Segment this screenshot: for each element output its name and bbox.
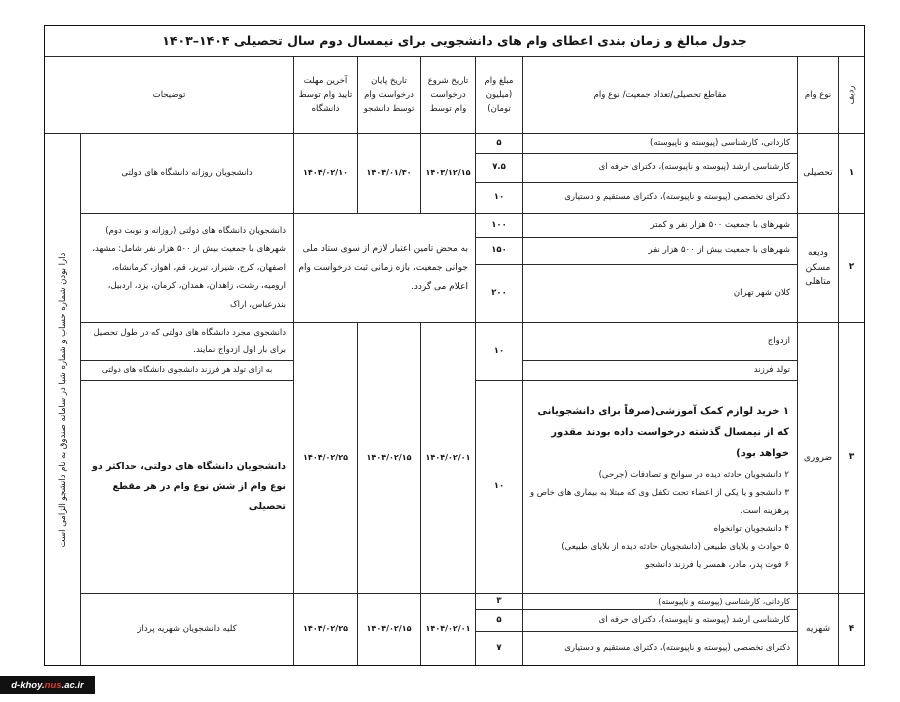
notes-cell: دانشجوی مجرد دانشگاه های دولتی که در طول تحصیل برای بار اول ازدواج نمایند. bbox=[80, 322, 294, 361]
level-cell: شهرهای با جمعیت ۵۰۰ هزار نفر و کمتر bbox=[522, 213, 798, 238]
header-notes: توضیحات bbox=[44, 56, 294, 134]
level-cell: کلان شهر تهران bbox=[522, 264, 798, 323]
amount-cell: ۱۰ bbox=[475, 380, 523, 594]
amount-cell: ۳ bbox=[475, 593, 523, 610]
row-number-cell: ۲ bbox=[838, 213, 865, 323]
list-item-text: دانشجویان حادثه دیده در سوانح و تصادفات (جرحی) bbox=[598, 469, 782, 480]
level-cell: کاردانی، کارشناسی (پیوسته و ناپیوسته) bbox=[522, 593, 798, 610]
notes-cell: دانشجویان دانشگاه های دولتی (روزانه و نوبت دوم) شهرهای با جمعیت بیش از ۵۰۰ هزار نفر شامل: مشهد، اصفهان، کرج، شیراز، تبریز، قم، اهواز، کرمانشاه، ارومیه، رشت، زاهدان، همدان، کرمان، یزد، اردبیل، بندرعباس، اراک bbox=[80, 213, 294, 323]
list-item-number: ۲ bbox=[784, 469, 789, 480]
level-cell: دکترای تخصصی (پیوسته و ناپیوسته)، دکترای مستقیم و دستیاری bbox=[522, 631, 798, 666]
list-item-number: ۴ bbox=[784, 523, 789, 534]
amount-cell: ۱۰ bbox=[475, 322, 523, 381]
list-item-text: فوت پدر، مادر، همسر یا فرزند دانشجو bbox=[645, 559, 782, 570]
level-cell: کاردانی، کارشناسی (پیوسته و ناپیوسته) bbox=[522, 133, 798, 154]
loan-type-cell: ودیعه مسکن متاهلی bbox=[797, 213, 839, 323]
list-item-number: ۳ bbox=[784, 487, 789, 498]
notes-cell: به ازای تولد هر فرزند دانشجوی دانشگاه های دولتی bbox=[80, 360, 294, 381]
loan-type-cell: شهریه bbox=[797, 593, 839, 666]
list-item bbox=[529, 466, 789, 484]
notes-cell: دانشجویان دانشگاه های دولتی، حداکثر دو نوع وام از شش نوع وام در هر مقطع تحصیلی bbox=[80, 380, 294, 594]
notes-cell: دانشجویان روزانه دانشگاه های دولتی bbox=[80, 133, 294, 214]
essential-loan-list bbox=[522, 380, 798, 594]
list-item-text: خرید لوازم کمک آموزشی(صرفاً برای دانشجویانی که از نیمسال گذشته درخواست داده بودند مقدور خواهد بود) bbox=[537, 405, 789, 459]
amount-cell: ۵ bbox=[475, 609, 523, 632]
amount-cell: ۱۰ bbox=[475, 182, 523, 214]
amount-cell: ۱۰۰ bbox=[475, 213, 523, 238]
list-item bbox=[529, 401, 789, 464]
row-number-cell: ۳ bbox=[838, 322, 865, 594]
end-date-cell: ۱۴۰۴/۰۱/۳۰ bbox=[357, 133, 421, 214]
amount-cell: ۵ bbox=[475, 133, 523, 154]
row-number-cell: ۴ bbox=[838, 593, 865, 666]
level-cell: کارشناسی ارشد (پیوسته و ناپیوسته)، دکترای حرفه ای bbox=[522, 609, 798, 632]
header-start-date: تاریخ شروع درخواست وام توسط bbox=[420, 56, 476, 134]
header-loan-type: نوع وام bbox=[797, 56, 839, 134]
list-item bbox=[529, 538, 789, 556]
footer-badge bbox=[0, 676, 95, 694]
list-item-number: ۶ bbox=[784, 559, 789, 570]
end-date-cell: ۱۴۰۴/۰۲/۱۵ bbox=[357, 593, 421, 666]
level-cell: شهرهای با جمعیت بیش از ۵۰۰ هزار نفر bbox=[522, 237, 798, 265]
list-item bbox=[529, 556, 789, 574]
amount-cell: ۷ bbox=[475, 631, 523, 666]
loan-type-cell: تحصیلی bbox=[797, 133, 839, 214]
start-date-cell: ۱۴۰۴/۰۲/۰۱ bbox=[420, 593, 476, 666]
end-date-cell: ۱۴۰۴/۰۲/۱۵ bbox=[357, 322, 421, 594]
list-item-number: ۱ bbox=[782, 405, 789, 417]
footer-badge-part: nus bbox=[44, 679, 62, 691]
deadline-cell: ۱۴۰۴/۰۲/۲۵ bbox=[293, 322, 358, 594]
list-item bbox=[529, 520, 789, 538]
amount-cell: ۱۵۰ bbox=[475, 237, 523, 265]
loan-type-cell: ضروری bbox=[797, 322, 839, 594]
start-date-cell: ۱۴۰۴/۰۲/۰۱ bbox=[420, 322, 476, 594]
row-number-cell: ۱ bbox=[838, 133, 865, 214]
list-item-text: دانشجو و یا یکی از اعضاء تحت تکفل وی که مبتلا به بیماری های خاص و پرهزینه است. bbox=[529, 487, 789, 516]
amount-cell: ۲۰۰ bbox=[475, 264, 523, 323]
header-amount: مبلغ وام (میلیون تومان) bbox=[475, 56, 523, 134]
list-item-text: دانشجویان توانخواه bbox=[713, 523, 782, 534]
header-row-number bbox=[838, 56, 865, 134]
level-cell: کارشناسی ارشد (پیوسته و ناپیوسته)، دکترای حرفه ای bbox=[522, 153, 798, 183]
header-level: مقاطع تحصیلی/تعداد جمعیت/ نوع وام bbox=[522, 56, 798, 134]
header-row-number-label: ردیف bbox=[846, 85, 857, 105]
level-cell: ازدواج bbox=[522, 322, 798, 361]
dates-note-cell: به محض تامین اعتبار لازم از سوی ستاد ملی جوانی جمعیت، بازه زمانی ثبت درخواست وام اعلام می گردد. bbox=[293, 213, 476, 323]
notes-cell: کلیه دانشجویان شهریه پرداز bbox=[80, 593, 294, 666]
amount-cell: ۷.۵ bbox=[475, 153, 523, 183]
start-date-cell: ۱۴۰۳/۱۲/۱۵ bbox=[420, 133, 476, 214]
header-end-date: تاریخ پایان درخواست وام توسط دانشجو bbox=[357, 56, 421, 134]
side-note-cell bbox=[44, 133, 81, 666]
level-cell: دکترای تخصصی (پیوسته و ناپیوسته)، دکترای مستقیم و دستیاری bbox=[522, 182, 798, 214]
deadline-cell: ۱۴۰۴/۰۲/۱۰ bbox=[293, 133, 358, 214]
list-item-text: حوادث و بلایای طبیعی (دانشجویان حادثه دیده از بلایای طبیعی) bbox=[561, 541, 782, 552]
table-title: جدول مبالغ و زمان بندی اعطای وام های دانشجویی برای نیمسال دوم سال تحصیلی ۱۴۰۴–۱۴۰۳ bbox=[44, 25, 865, 57]
list-item bbox=[529, 484, 789, 520]
level-cell: تولد فرزند bbox=[522, 360, 798, 381]
list-item-number: ۵ bbox=[784, 541, 789, 552]
footer-badge-part: .ac.ir bbox=[61, 679, 84, 691]
footer-badge-part: d-khoy. bbox=[11, 679, 45, 691]
header-deadline: آخرین مهلت تایید وام توسط دانشگاه bbox=[293, 56, 358, 134]
side-note: دارا بودن شماره حساب و شماره شبا در سامانه صندوق به نام دانشجو الزامی است bbox=[57, 252, 68, 547]
deadline-cell: ۱۴۰۴/۰۲/۲۵ bbox=[293, 593, 358, 666]
